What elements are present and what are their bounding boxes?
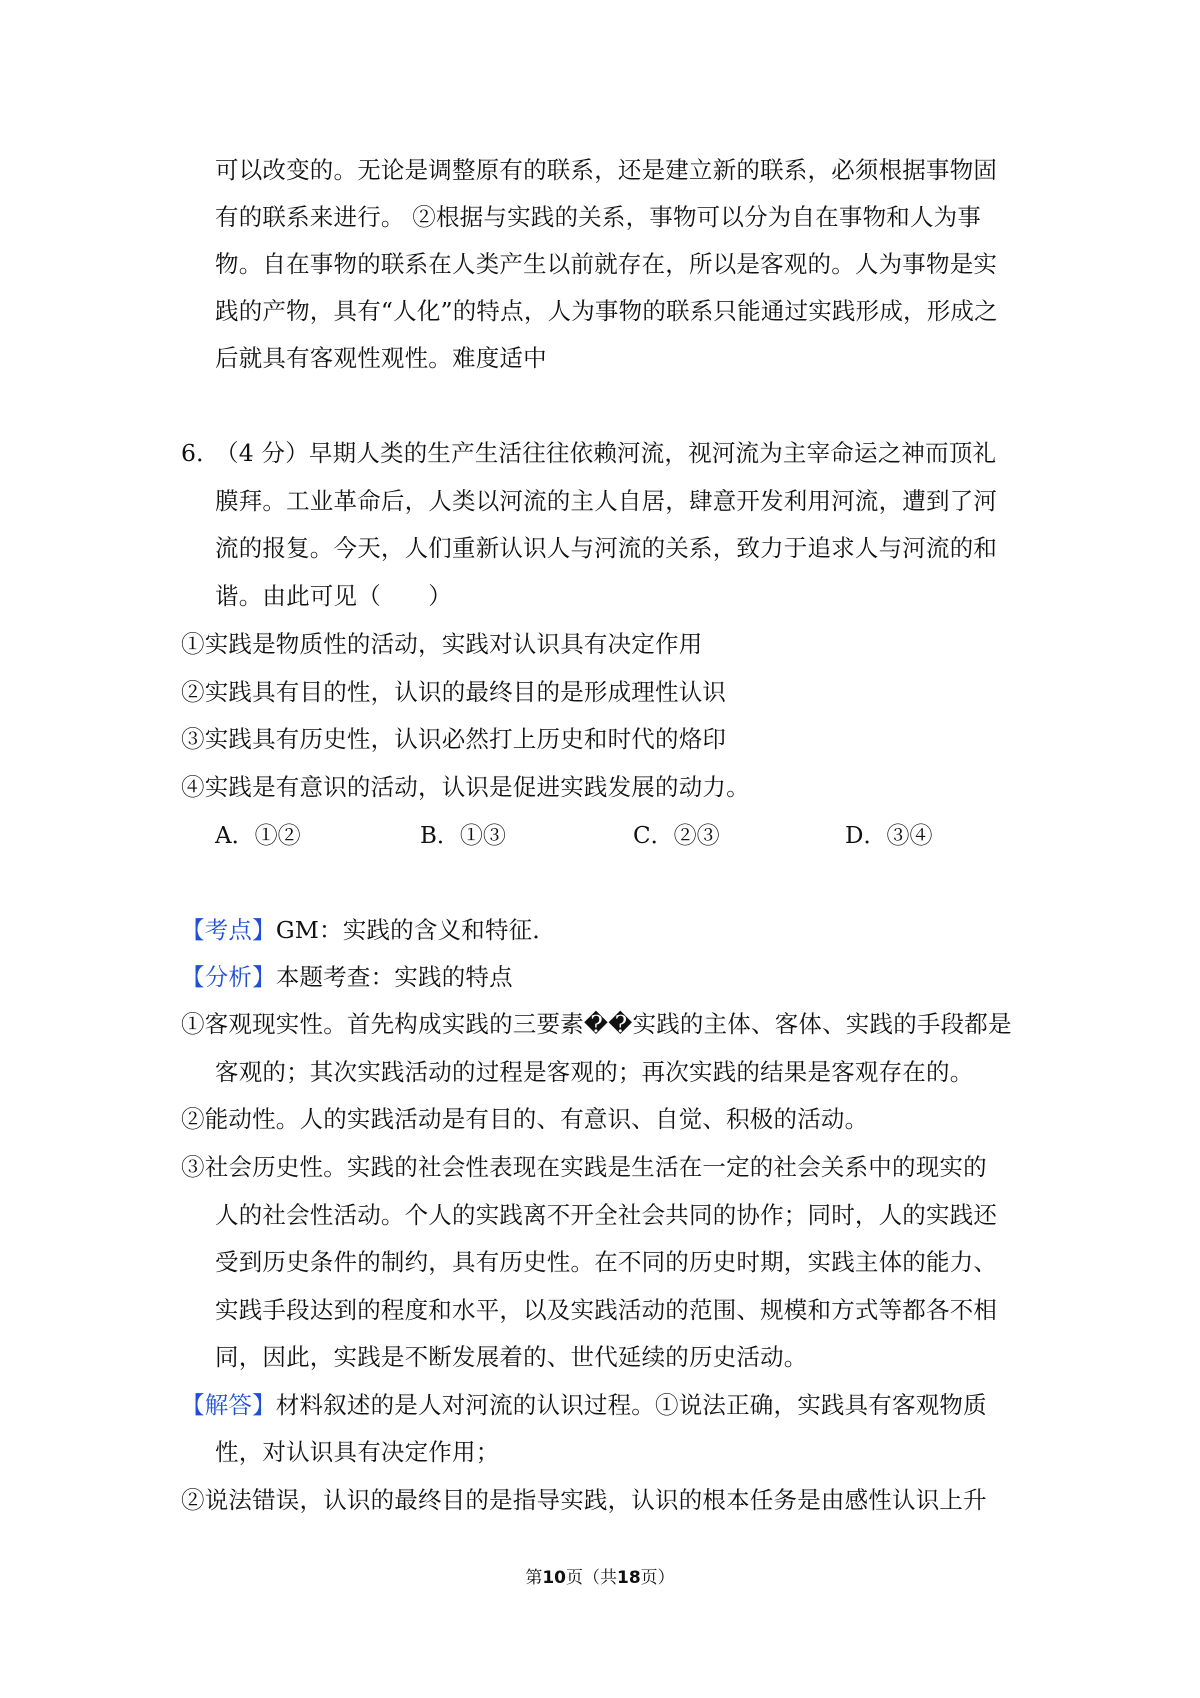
fenxi-text: 本题考查：实践的特点: [275, 963, 513, 991]
question-stem-line-2: 膜拜。工业革命后，人类以河流的主人自居，肆意开发利用河流，遭到了河: [215, 487, 998, 515]
analysis-p1-line-2: 客观的；其次实践活动的过程是客观的；再次实践的结果是客观存在的。: [215, 1058, 974, 1086]
option-c: C．②③: [633, 823, 720, 849]
analysis-p2: ②能动性。人的实践活动是有目的、有意识、自觉、积极的活动。: [181, 1105, 869, 1133]
kaodian-text: GM：实践的含义和特征．: [275, 916, 557, 944]
footer-total-pages: 18: [617, 1568, 641, 1588]
question-stem-line-3: 流的报复。今天，人们重新认识人与河流的关系，致力于追求人与河流的和: [215, 534, 998, 562]
footer-post: 页）: [640, 1568, 675, 1588]
question-stem-line-4: 谐。由此可见（ ）: [215, 582, 452, 610]
fenxi-label: 【分析】: [181, 963, 276, 991]
prev-answer-line-1: 可以改变的。无论是调整原有的联系，还是建立新的联系，必须根据事物固: [215, 156, 998, 184]
fenxi-line: [181, 961, 513, 993]
jieda-line-2: 性，对认识具有决定作用；: [215, 1438, 500, 1466]
option-a: A．①②: [215, 823, 301, 849]
jieda-label: 【解答】: [181, 1391, 276, 1419]
option-b: B．①③: [420, 823, 506, 849]
analysis-p3-line-1: ③社会历史性。实践的社会性表现在实践是生活在一定的社会关系中的现实的: [181, 1153, 987, 1181]
statement-1: ①实践是物质性的活动，实践对认识具有决定作用: [181, 630, 703, 658]
prev-answer-line-2: 有的联系来进行。 ②根据与实践的关系，事物可以分为自在事物和人为事: [215, 203, 982, 231]
option-d: D．③④: [845, 823, 933, 849]
analysis-p3-line-5: 同，因此，实践是不断发展着的、世代延续的历史活动。: [215, 1343, 808, 1371]
prev-answer-line-4: 践的产物，具有“人化”的特点，人为事物的联系只能通过实践形成，形成之: [215, 297, 998, 325]
kaodian-line: [181, 914, 556, 946]
analysis-p3-line-3: 受到历史条件的制约，具有历史性。在不同的历史时期，实践主体的能力、: [215, 1248, 998, 1276]
analysis-last-line: ②说法错误，认识的最终目的是指导实践，认识的根本任务是由感性认识上升: [181, 1486, 987, 1514]
prev-answer-line-3: 物。自在事物的联系在人类产生以前就存在，所以是客观的。人为事物是实: [215, 250, 998, 278]
question-number: 6．: [181, 439, 220, 467]
footer-mid: 页（共: [566, 1568, 617, 1588]
analysis-p1-line-1: ①客观现实性。首先构成实践的三要素��实践的主体、客体、实践的手段都是: [181, 1010, 1012, 1038]
jieda-text: 材料叙述的是人对河流的认识过程。①说法正确，实践具有客观物质: [275, 1391, 987, 1419]
jieda-line: [181, 1389, 987, 1421]
prev-answer-line-5: 后就具有客观性观性。难度适中: [215, 344, 547, 372]
analysis-p3-line-2: 人的社会性活动。个人的实践离不开全社会共同的协作；同时，人的实践还: [215, 1201, 998, 1229]
analysis-p3-line-4: 实践手段达到的程度和水平，以及实践活动的范围、规模和方式等都各不相: [215, 1296, 998, 1324]
statement-2: ②实践具有目的性，认识的最终目的是形成理性认识: [181, 678, 727, 706]
footer-page-number: 10: [542, 1568, 566, 1588]
statement-4: ④实践是有意识的活动，认识是促进实践发展的动力。: [181, 773, 750, 801]
page-footer: [0, 1563, 1200, 1588]
footer-pre: 第: [525, 1568, 543, 1588]
question-stem-line-1: （4 分）早期人类的生产生活往往依赖河流，视河流为主宰命运之神而顶礼: [215, 439, 997, 467]
kaodian-label: 【考点】: [181, 916, 276, 944]
statement-3: ③实践具有历史性，认识必然打上历史和时代的烙印: [181, 725, 727, 753]
